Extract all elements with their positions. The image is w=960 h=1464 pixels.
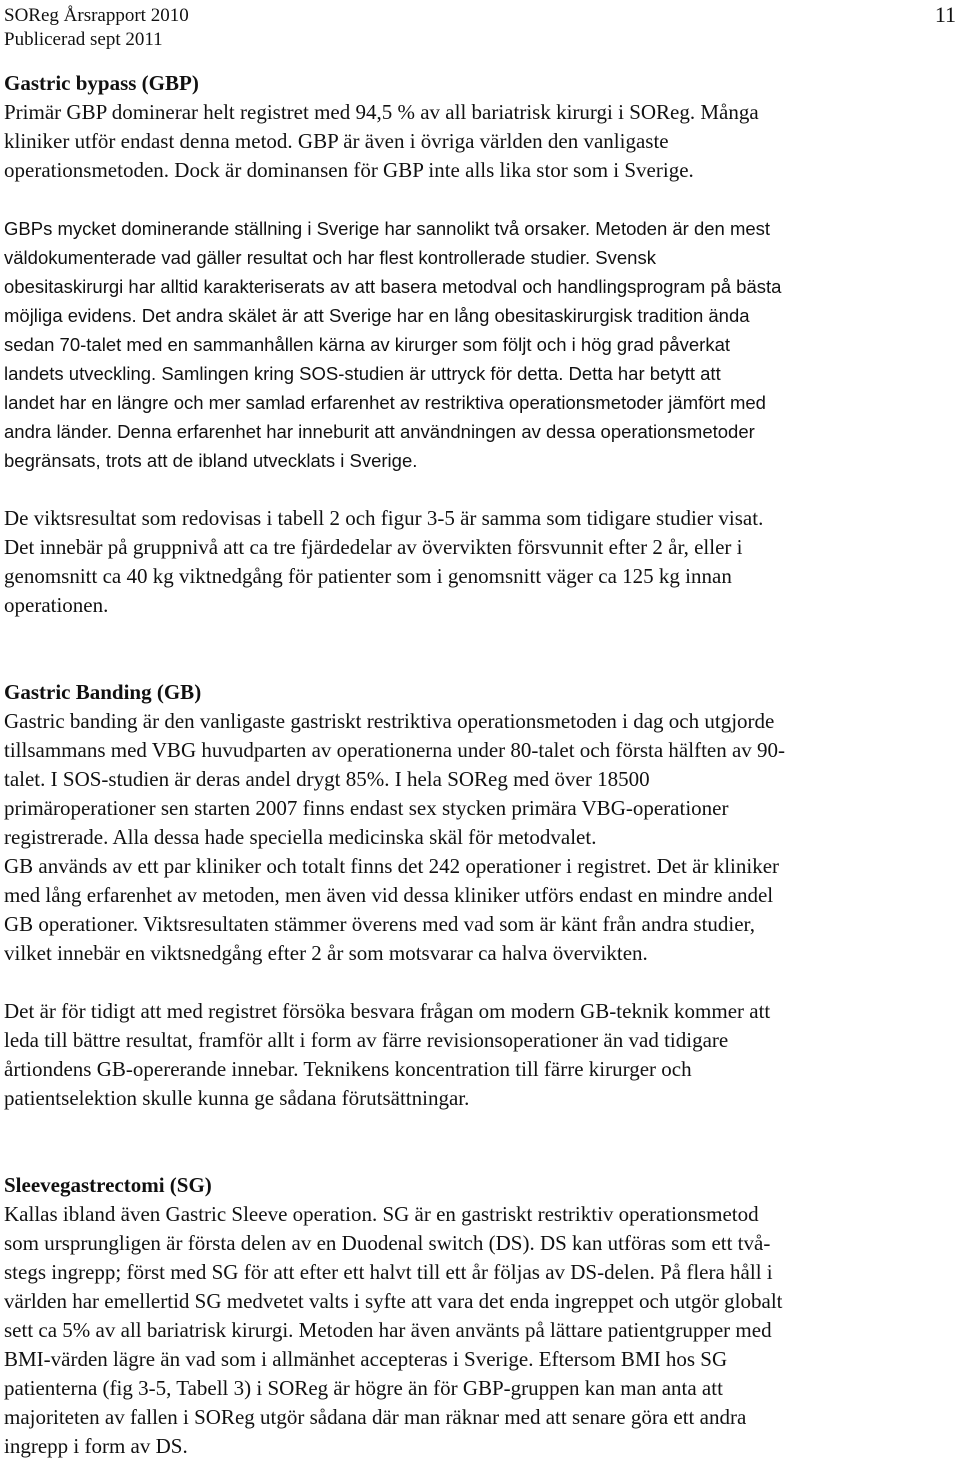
publication-date: Publicerad sept 2011 (4, 29, 163, 50)
section-title-gb: Gastric Banding (GB) (4, 680, 202, 704)
text-line: världen har emellertid SG medvetet valts i syfte att vara det enda ingreppet och utgör globalt (4, 1289, 783, 1313)
text-line: operationsmetoden. Dock är dominansen för GBP inte alls lika stor som i Sverige. (4, 158, 694, 182)
section-gb (4, 678, 954, 1113)
text-line: Det innebär på gruppnivå att ca tre fjärdedelar av övervikten försvunnit efter 2 år, eller i (4, 535, 743, 559)
text-line: sedan 70-talet med en sammanhållen kärna av kirurger som följt och i hög grad påverkat (4, 334, 730, 355)
text-line: Primär GBP dominerar helt registret med 94,5 % av all bariatrisk kirurgi i SOReg. Många (4, 100, 759, 124)
section-gbp (4, 69, 954, 620)
text-line: primäroperationer sen starten 2007 finns endast sex stycken primära VBG-operationer (4, 796, 729, 820)
text-line: GBPs mycket dominerande ställning i Sverige har sannolikt två orsaker. Metoden är den mest (4, 218, 771, 239)
text-line: majoriteten av fallen i SOReg utgör sådana där man räknar med att senare göra ett andra (4, 1405, 747, 1429)
text-line: vilket innebär en viktsnedgång efter 2 år som motsvarar ca halva övervikten. (4, 941, 648, 965)
text-line: patienterna (fig 3-5, Tabell 3) i SOReg är högre än för GBP-gruppen kan man anta att (4, 1376, 723, 1400)
text-line: GB används av ett par kliniker och totalt finns det 242 operationer i registret. Det är kliniker (4, 854, 780, 878)
text-line: andra länder. Denna erfarenhet har inneburit att användningen av dessa operationsmetoder (4, 421, 755, 442)
section-title-sg: Sleevegastrectomi (SG) (4, 1173, 212, 1197)
text-line: BMI-värden lägre än vad som i allmänhet accepteras i Sverige. Eftersom BMI hos SG (4, 1347, 728, 1371)
page-number: 11 (934, 2, 956, 27)
text-line: patientselektion skulle kunna ge sådana förutsättningar. (4, 1086, 470, 1110)
text-line: med lång erfarenhet av metoden, men även vid dessa kliniker utförs endast en mindre andel (4, 883, 774, 907)
text-line: årtiondens GB-opererande innebar. Teknikens koncentration till färre kirurger och (4, 1057, 692, 1081)
text-line: tillsammans med VBG huvudparten av operationerna under 80-talet och första hälften av 90- (4, 738, 786, 762)
text-line: registrerade. Alla dessa hade speciella medicinska skäl för metodvalet. (4, 825, 597, 849)
gbp-results-paragraph (4, 504, 954, 620)
text-line: sett ca 5% av all bariatrisk kirurgi. Metoden har även använts på lättare patientgrupper med (4, 1318, 772, 1342)
report-title: SOReg Årsrapport 2010 (4, 5, 189, 26)
page-content (4, 69, 954, 1461)
sg-intro-paragraph (4, 1200, 954, 1461)
header-info (4, 4, 189, 52)
text-line: stegs ingrepp; först med SG för att efter ett halvt till ett år följas av DS-delen. På flera håll i (4, 1260, 773, 1284)
text-line: möjliga evidens. Det andra skälet är att Sverige har en lång obesitaskirurgisk tradition ända (4, 305, 750, 326)
text-line: väldokumenterade vad gäller resultat och har flest kontrollerade studier. Svensk (4, 247, 656, 268)
page-header (4, 2, 956, 52)
text-line: De viktsresultat som redovisas i tabell 2 och figur 3-5 är samma som tidigare studier visat. (4, 506, 764, 530)
text-line: som ursprungligen är första delen av en Duodenal switch (DS). DS kan utföras som ett två- (4, 1231, 771, 1255)
text-line: leda till bättre resultat, framför allt i form av färre revisionsoperationer än vad tidigare (4, 1028, 729, 1052)
text-line: GB operationer. Viktsresultaten stämmer överens med vad som är känt från andra studier, (4, 912, 755, 936)
text-line: kliniker utför endast denna metod. GBP är även i övriga världen den vanligaste (4, 129, 669, 153)
gbp-reasons-paragraph (4, 214, 954, 475)
text-line: genomsnitt ca 40 kg viktnedgång för patienter som i genomsnitt väger ca 125 kg innan (4, 564, 732, 588)
gbp-intro-paragraph (4, 98, 954, 185)
text-line: ingrepp i form av DS. (4, 1434, 188, 1458)
text-line: Gastric banding är den vanligaste gastriskt restriktiva operationsmetoden i dag och utgjorde (4, 709, 775, 733)
text-line: landets utveckling. Samlingen kring SOS-studien är uttryck för detta. Detta har betytt att (4, 363, 721, 384)
section-sg (4, 1171, 954, 1461)
text-line: Kallas ibland även Gastric Sleeve operation. SG är en gastriskt restriktiv operationsmetod (4, 1202, 759, 1226)
gb-future-paragraph (4, 997, 954, 1113)
text-line: talet. I SOS-studien är deras andel drygt 85%. I hela SOReg med över 18500 (4, 767, 650, 791)
text-line: Det är för tidigt att med registret försöka besvara frågan om modern GB-teknik kommer att (4, 999, 771, 1023)
gb-intro-paragraph (4, 707, 954, 968)
text-line: obesitaskirurgi har alltid karakteriserats av att basera metodval och handlingsprogram på bästa (4, 276, 782, 297)
text-line: landet har en längre och mer samlad erfarenhet av restriktiva operationsmetoder jämfört med (4, 392, 766, 413)
section-title-gbp: Gastric bypass (GBP) (4, 71, 199, 95)
text-line: operationen. (4, 593, 109, 617)
text-line: begränsats, trots att de ibland utvecklats i Sverige. (4, 450, 418, 471)
